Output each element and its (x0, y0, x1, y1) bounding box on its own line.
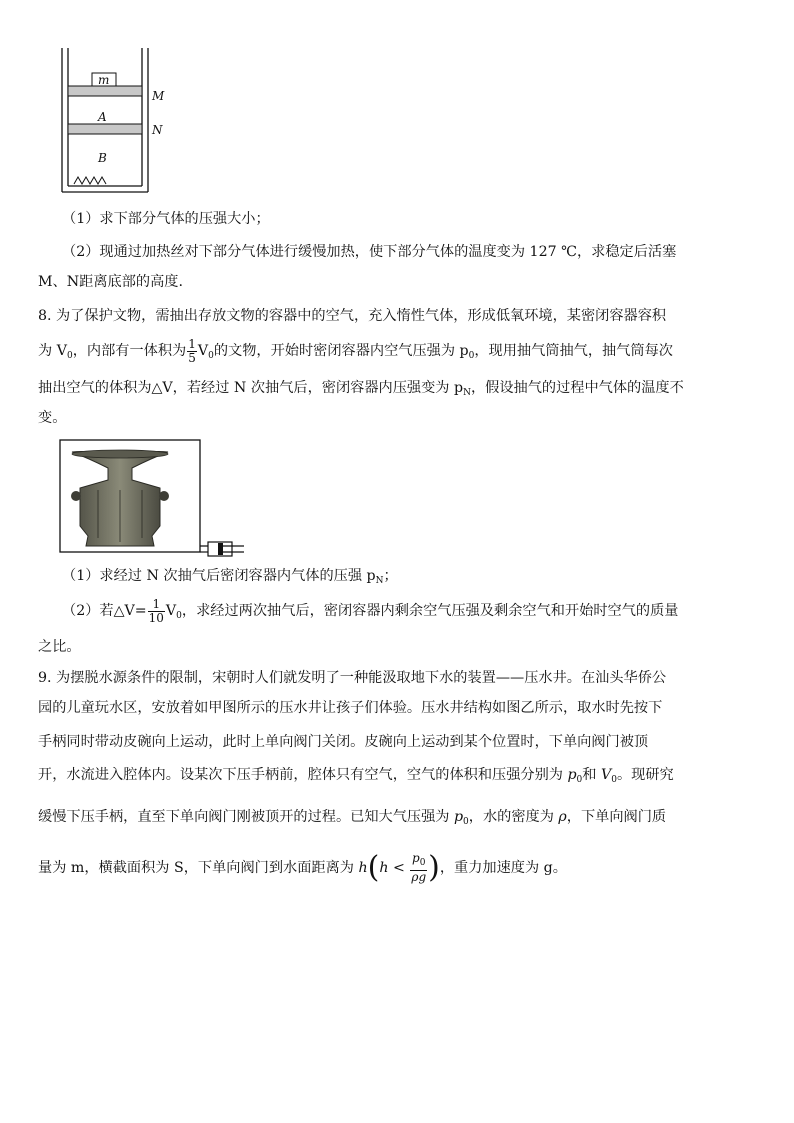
q8-line1: 8. 为了保护文物，需抽出存放文物的容器中的空气，充入惰性气体，形成低氧环境，某密闭容器容积 (38, 308, 667, 324)
condition-paren: ( (367, 850, 380, 885)
q8-line2: 为 $V_0$，内部有一体积为 $\frac{1}{5}$ $V_0$的文物，开始时密闭容器内空气压强为 $p_0$，现用抽气筒抽气，抽气筒每次 (38, 336, 673, 365)
q9-line6: 量为 m，横截面积为 S，下单向阀门到水面距离为 h(h < $\frac{p_0}{\rho g}$ )，重力加速度为 g。 (38, 850, 567, 885)
q7-sub2-line2: M、N距离底部的高度. (38, 274, 183, 290)
cylinder-piston-figure (58, 46, 168, 196)
q8-line3: 抽出空气的体积为△V，若经过 N 次抽气后，密闭容器内压强变为 $p_N$，假设抽气的过程中气体的温度不 (38, 380, 684, 398)
q8-sub1: （1）求经过 N 次抽气后密闭容器内气体的压强 $p_N$； (62, 568, 398, 586)
label-N: N (152, 123, 163, 137)
label-B: B (98, 151, 107, 165)
q9-line3: 手柄同时带动皮碗向上运动，此时上单向阀门关闭。皮碗向上运动到某个位置时，下单向阀门被顶 (38, 734, 649, 750)
q7-sub2-line1: （2）现通过加热丝对下部分气体进行缓慢加热，使下部分气体的温度变为 127 ℃，求稳定后活塞 (62, 244, 677, 260)
fraction-one-tenth: $\frac{1}{10}$ (148, 596, 164, 625)
q8-line4: 变。 (38, 410, 67, 426)
q7-sub1: （1）求下部分气体的压强大小； (62, 211, 270, 227)
q8-sub2: （2）若△V= $\frac{1}{10}$ $V_0$，求经过两次抽气后，密闭容器内剩余空气压强及剩余空气和开始时空气的质量 (62, 596, 679, 625)
artifact-container-figure (58, 438, 248, 558)
q9-line1: 9. 为摆脱水源条件的限制，宋朝时人们就发明了一种能汲取地下水的装置——压水井。在汕头华侨公 (38, 670, 667, 686)
q9-line4: 开，水流进入腔体内。设某次下压手柄前，腔体只有空气，空气的体积和压强分别为 $p_0$和 $V_0$。现研究 (38, 767, 674, 785)
label-M: M (152, 89, 165, 103)
label-A: A (98, 110, 107, 124)
q9-line5: 缓慢下压手柄，直至下单向阀门刚被顶开的过程。已知大气压强为 $p_0$，水的密度为 ρ，下单向阀门质 (38, 809, 667, 827)
fraction-one-fifth: $\frac{1}{5}$ (188, 336, 196, 365)
q9-line2: 园的儿童玩水区，安放着如甲图所示的压水井让孩子们体验。压水井结构如图乙所示，取水时先按下 (38, 700, 663, 716)
q8-sub2-line2: 之比。 (38, 639, 81, 655)
condition-paren-close: ) (428, 850, 440, 885)
fraction-p0-over-rho-g: $\frac{p_0}{\rho g}$ (411, 851, 427, 884)
label-m: m (98, 73, 110, 87)
